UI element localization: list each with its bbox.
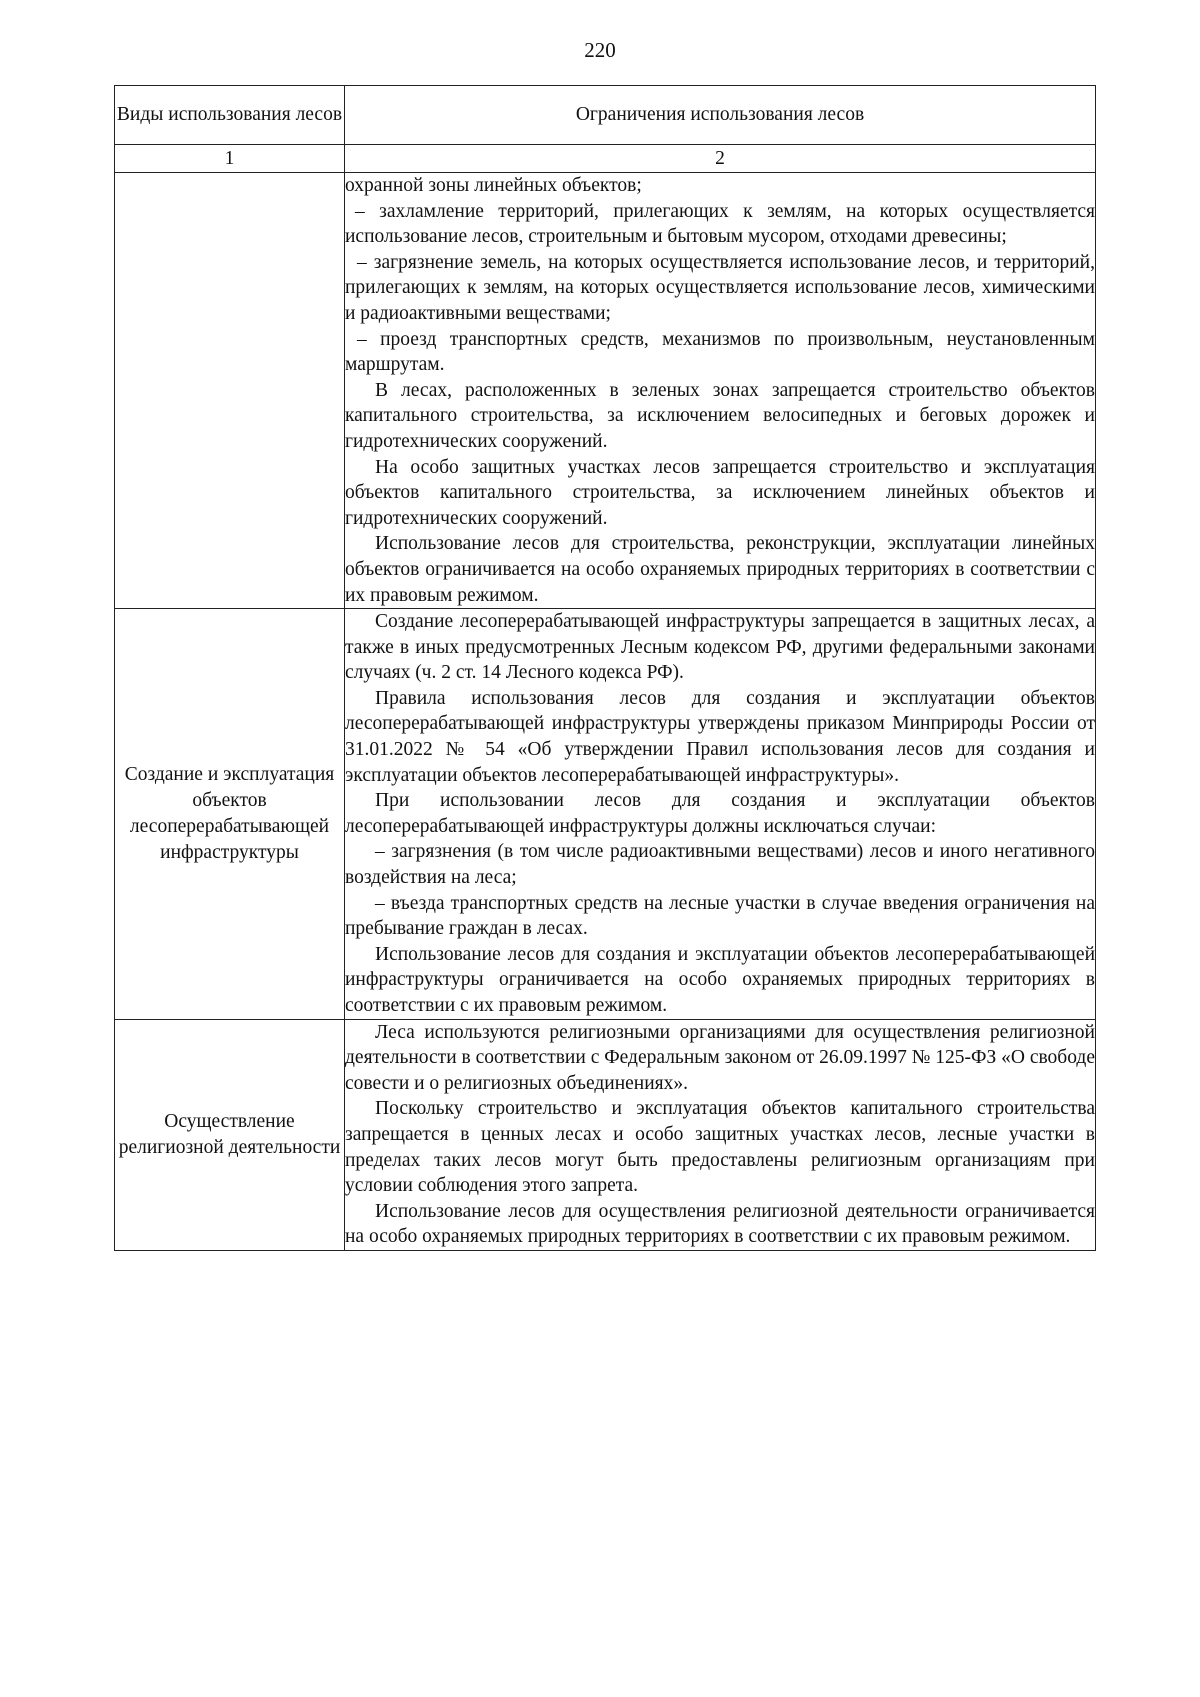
bullet-item: – загрязнение земель, на которых осуществляется использование лесов, и территорий, прилегающих к землям, на которых осуществляется использование лесов, химическими и радиоактивными веществами; — [345, 251, 1095, 324]
table-row — [115, 609, 1096, 1020]
bullet-item: – захламление территорий, прилегающих к землям, на которых осуществляется использование лесов, строительным и бытовым мусором, отходами древесины; — [345, 200, 1095, 248]
column-number-1: 1 — [115, 145, 345, 173]
bullet-item: – въезда транспортных средств на лесные участки в случае введения ограничения на пребывание граждан в лесах. — [345, 892, 1095, 940]
paragraph: На особо защитных участках лесов запрещается строительство и эксплуатация объектов капитального строительства, за исключением линейных объектов и гидротехнических сооружений. — [345, 456, 1095, 529]
bullet-item: – проезд транспортных средств, механизмов по произвольным, неустановленным маршрутам. — [345, 328, 1095, 376]
row-use-type: Создание и эксплуатация объектов лесоперерабатывающей инфраструктуры — [115, 609, 345, 1020]
column-numbering-row — [115, 145, 1096, 173]
row-use-type: Осуществление религиозной деятельности — [115, 1019, 345, 1250]
page-number: 220 — [584, 38, 616, 62]
paragraph: В лесах, расположенных в зеленых зонах запрещается строительство объектов капитального строительства, за исключением велосипедных и беговых дорожек и гидротехнических сооружений. — [345, 379, 1095, 452]
paragraph: Создание лесоперерабатывающей инфраструктуры запрещается в защитных лесах, а также в иных предусмотренных Лесным кодексом РФ, другими федеральными законами случаях (ч. 2 ст. 14 Лесного кодекса РФ). — [345, 611, 1095, 684]
paragraph: Правила использования лесов для создания и эксплуатации объектов лесоперерабатывающей инфраструктуры утверждены приказом Минприроды России от 31.01.2022 № 54 «Об утверждении Правил использования лесов для создания и эксплуатации объектов лесоперерабатывающей инфраструктуры». — [345, 687, 1095, 786]
table-header-row — [115, 86, 1096, 145]
paragraph: Использование лесов для создания и эксплуатации объектов лесоперерабатывающей инфраструктуры ограничивается на особо охраняемых природных территориях в соответствии с их правовым режимом. — [345, 943, 1095, 1016]
table-row — [115, 1019, 1096, 1250]
row-use-type — [115, 173, 345, 609]
column-number-2: 2 — [345, 145, 1096, 173]
paragraph: При использовании лесов для создания и эксплуатации объектов лесоперерабатывающей инфраструктуры должны исключаться случаи: — [345, 790, 1095, 837]
paragraph: Поскольку строительство и эксплуатация объектов капитального строительства запрещается в ценных лесах и особо защитных участках лесов, лесные участки в пределах таких лесов могут быть предоставлены религиозным организациям при условии соблюдения этого запрета. — [345, 1098, 1095, 1197]
bullet-item: – загрязнения (в том числе радиоактивными веществами) лесов и иного негативного воздействия на леса; — [345, 841, 1095, 889]
paragraph: Леса используются религиозными организациями для осуществления религиозной деятельности в соответствии с Федеральным законом от 26.09.1997 № 125-ФЗ «О свободе совести и о религиозных объединениях». — [345, 1021, 1095, 1094]
row-restrictions — [345, 609, 1096, 1020]
paragraph: охранной зоны линейных объектов; — [345, 175, 642, 196]
row-restrictions — [345, 1019, 1096, 1250]
paragraph: Использование лесов для строительства, реконструкции, эксплуатации линейных объектов ограничивается на особо охраняемых природных территориях в соответствии с их правовым режимом. — [345, 533, 1095, 606]
table-row — [115, 173, 1096, 609]
restrictions-table — [114, 85, 1096, 1251]
header-forest-use-restrictions: Ограничения использования лесов — [345, 86, 1096, 145]
paragraph: Использование лесов для осуществления религиозной деятельности ограничивается на особо охраняемых природных территориях в соответствии с их правовым режимом. — [345, 1200, 1095, 1248]
header-forest-use-types: Виды использования лесов — [115, 86, 345, 145]
row-restrictions — [345, 173, 1096, 609]
